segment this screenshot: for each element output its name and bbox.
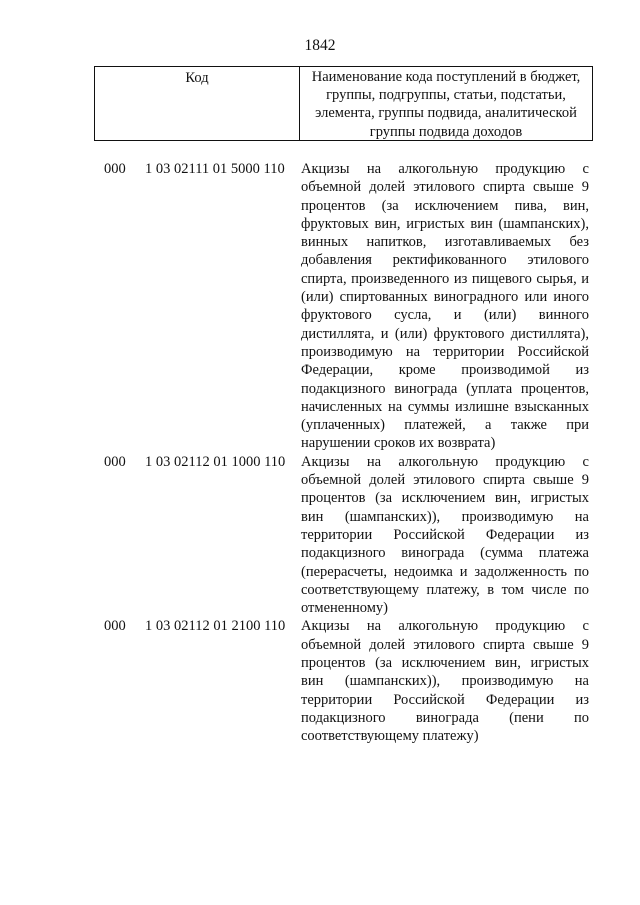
header-code: Код [95,67,300,140]
income-name: Акцизы на алкогольную продукцию с объемной долей этилового спирта свыше 9 процентов (за исключением вин, игристых вин (шампанских)), производимую на территории Российской Федерации из подакцизного винограда (пени по соответствующему платежу) [301,618,589,745]
header-name: Наименование кода поступлений в бюджет, группы, подгруппы, статьи, подстатьи, элемента, группы подвида, аналитической группы подвида доходов [311,69,581,140]
table-body [0,160,640,746]
table-header [94,66,593,141]
income-name: Акцизы на алкогольную продукцию с объемной долей этилового спирта свыше 9 процентов (за исключением вин, игристых вин (шампанских)), производимую на территории Российской Федерации из подакцизного винограда (сумма платежа (перерасчеты, недоимка и задолженность по соответствующему платежу, в том числе по отмененному) [301,453,589,617]
income-name: Акцизы на алкогольную продукцию с объемной долей этилового спирта свыше 9 процентов (за исключением пива, вин, фруктовых вин, игристых вин (шампанских), винных напитков, изготавливаемых без добавления ректификованного этилового спирта, произведенного из пищевого сырья, и (или) спиртованных виноградного или иного фруктового сусла, и (или) винного дистиллята, и (или) фруктового дистиллята), производимую на территории Российской Федерации, кроме производимой из подакцизного винограда (уплата процентов, начисленных на суммы излишне взысканных (уплаченных) платежей, а также при нарушении сроков их возврата) [301,161,589,452]
table-row [0,453,640,618]
budget-code: 1 03 02112 01 1000 110 [145,453,286,470]
budget-code: 1 03 02111 01 5000 110 [145,161,285,177]
table-row [0,160,640,453]
admin-code: 000 [104,161,126,177]
page-number: 1842 [304,37,336,54]
admin-code: 000 [104,453,126,470]
admin-code: 000 [104,618,126,635]
budget-code: 1 03 02112 01 2100 110 [145,618,286,635]
table-row [0,617,640,745]
